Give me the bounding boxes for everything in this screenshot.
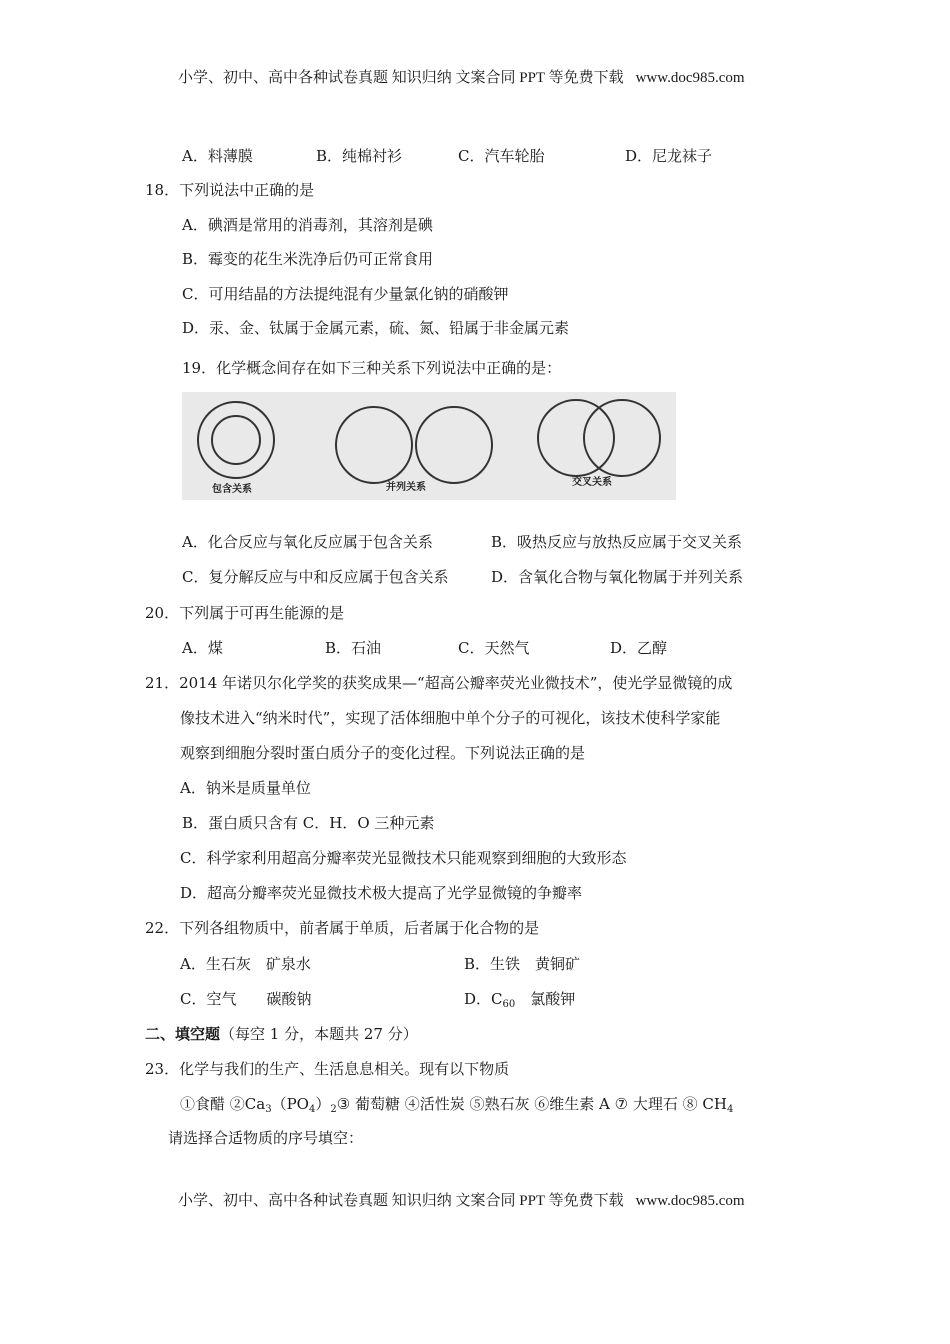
relationship-figure xyxy=(182,392,676,500)
q21-option-d: D．超高分瓣率荧光显微技术极大提高了光学显微镜的争瓣率 xyxy=(180,884,583,902)
footer-text: 小学、初中、高中各种试卷真题 知识归纳 文案合同 PPT 等免费下载 xyxy=(178,1193,624,1209)
header-site: www.doc985.com xyxy=(635,70,745,86)
q18-option-b: B．霉变的花生米洗净后仍可正常食用 xyxy=(182,250,434,268)
q20-option-c: C．天然气 xyxy=(458,639,530,657)
q21-stem-line1: 21．2014 年诺贝尔化学奖的获奖成果—“超高公瓣率荧光业微技术”，使光学显微镜的成 xyxy=(145,674,733,692)
footer-site: www.doc985.com xyxy=(635,1193,745,1209)
q23-stem: 23．化学与我们的生产、生活息息相关。现有以下物质 xyxy=(145,1060,510,1078)
q23-items-2: （PO xyxy=(271,1095,309,1113)
q22-d-sub: 60 xyxy=(502,999,516,1010)
label-parallel: 并列关系 xyxy=(386,482,426,493)
q17-option-c: C．汽车轮胎 xyxy=(458,147,545,165)
q22-d-rest: 氯酸钾 xyxy=(515,990,576,1008)
q23-sub-4: 4 xyxy=(726,1104,734,1115)
q18-option-d: D．汞、金、钛属于金属元素，硫、氮、铅属于非金属元素 xyxy=(182,319,570,337)
q17-option-a: A．料薄膜 xyxy=(182,147,253,165)
q18-option-c: C．可用结晶的方法提纯混有少量氯化钠的硝酸钾 xyxy=(182,285,509,303)
q20-option-d: D．乙醇 xyxy=(610,639,668,657)
q21-option-c: C．科学家利用超高分瓣率荧光显微技术只能观察到细胞的大致形态 xyxy=(180,849,627,867)
q23-items-1: ①食醋 ②Ca xyxy=(180,1095,266,1113)
q22-stem: 22．下列各组物质中，前者属于单质，后者属于化合物的是 xyxy=(145,919,540,937)
section2-title: 二、填空题 xyxy=(145,1025,221,1043)
q20-option-a: A．煤 xyxy=(182,639,223,657)
q22-option-b: B．生铁 黄铜矿 xyxy=(464,955,581,973)
q22-option-c: C．空气 碳酸钠 xyxy=(180,990,312,1008)
q18-stem: 18．下列说法中正确的是 xyxy=(145,181,315,199)
q23-sub-3: 2 xyxy=(330,1104,337,1115)
q20-stem: 20．下列属于可再生能源的是 xyxy=(145,604,345,622)
q19-stem: 19．化学概念间存在如下三种关系下列说法中正确的是： xyxy=(182,359,562,377)
relationship-diagram xyxy=(182,392,676,500)
q19-option-c: C．复分解反应与中和反应属于包含关系 xyxy=(182,568,449,586)
q23-sub-2: 4 xyxy=(308,1104,316,1115)
label-contain: 包含关系 xyxy=(212,484,252,495)
right-circle xyxy=(416,407,492,483)
q23-items-4: ③ 葡萄糖 ④活性炭 ⑤熟石灰 ⑥维生素 A ⑦ 大理石 ⑧ CH xyxy=(336,1095,727,1113)
section2-heading xyxy=(145,1024,418,1044)
inner-circle xyxy=(212,416,260,464)
header-text: 小学、初中、高中各种试卷真题 知识归纳 文案合同 PPT 等免费下载 xyxy=(178,70,624,86)
q22-option-a: A．生石灰 矿泉水 xyxy=(180,955,311,973)
q23-items xyxy=(180,1094,733,1120)
left-circle xyxy=(336,407,412,483)
page-header xyxy=(178,68,745,88)
q23-items-3: ） xyxy=(315,1095,331,1113)
q21-stem-line3: 观察到细胞分裂时蛋白质分子的变化过程。下列说法正确的是 xyxy=(180,744,586,762)
q21-stem-line2: 像技术进入“纳米时代”，实现了活体细胞中单个分子的可视化，该技术使科学家能 xyxy=(180,709,721,727)
q17-option-d: D．尼龙袜子 xyxy=(625,147,713,165)
q22-option-d xyxy=(464,989,575,1015)
page-footer xyxy=(178,1191,745,1211)
q23-instruction: 请选择合适物质的序号填空： xyxy=(168,1129,364,1147)
q19-option-a: A．化合反应与氧化反应属于包含关系 xyxy=(182,533,433,551)
cross-right-circle xyxy=(584,400,660,476)
cross-left-circle xyxy=(538,400,614,476)
section2-note: （每空 1 分，本题共 27 分） xyxy=(220,1025,418,1043)
q17-option-b: B．纯棉衬衫 xyxy=(316,147,403,165)
label-cross: 交叉关系 xyxy=(572,477,612,488)
q21-option-a: A．钠米是质量单位 xyxy=(180,779,311,797)
outer-circle xyxy=(198,402,274,478)
q21-option-b: B．蛋白质只含有 C．H．O 三种元素 xyxy=(182,814,435,832)
q19-option-d: D．含氧化合物与氧化物属于并列关系 xyxy=(491,568,744,586)
q20-option-b: B．石油 xyxy=(325,639,382,657)
q22-d-prefix: D．C xyxy=(464,990,503,1008)
q23-sub-1: 3 xyxy=(265,1104,272,1115)
q19-option-b: B．吸热反应与放热反应属于交叉关系 xyxy=(491,533,743,551)
q18-option-a: A．碘酒是常用的消毒剂，其溶剂是碘 xyxy=(182,216,433,234)
